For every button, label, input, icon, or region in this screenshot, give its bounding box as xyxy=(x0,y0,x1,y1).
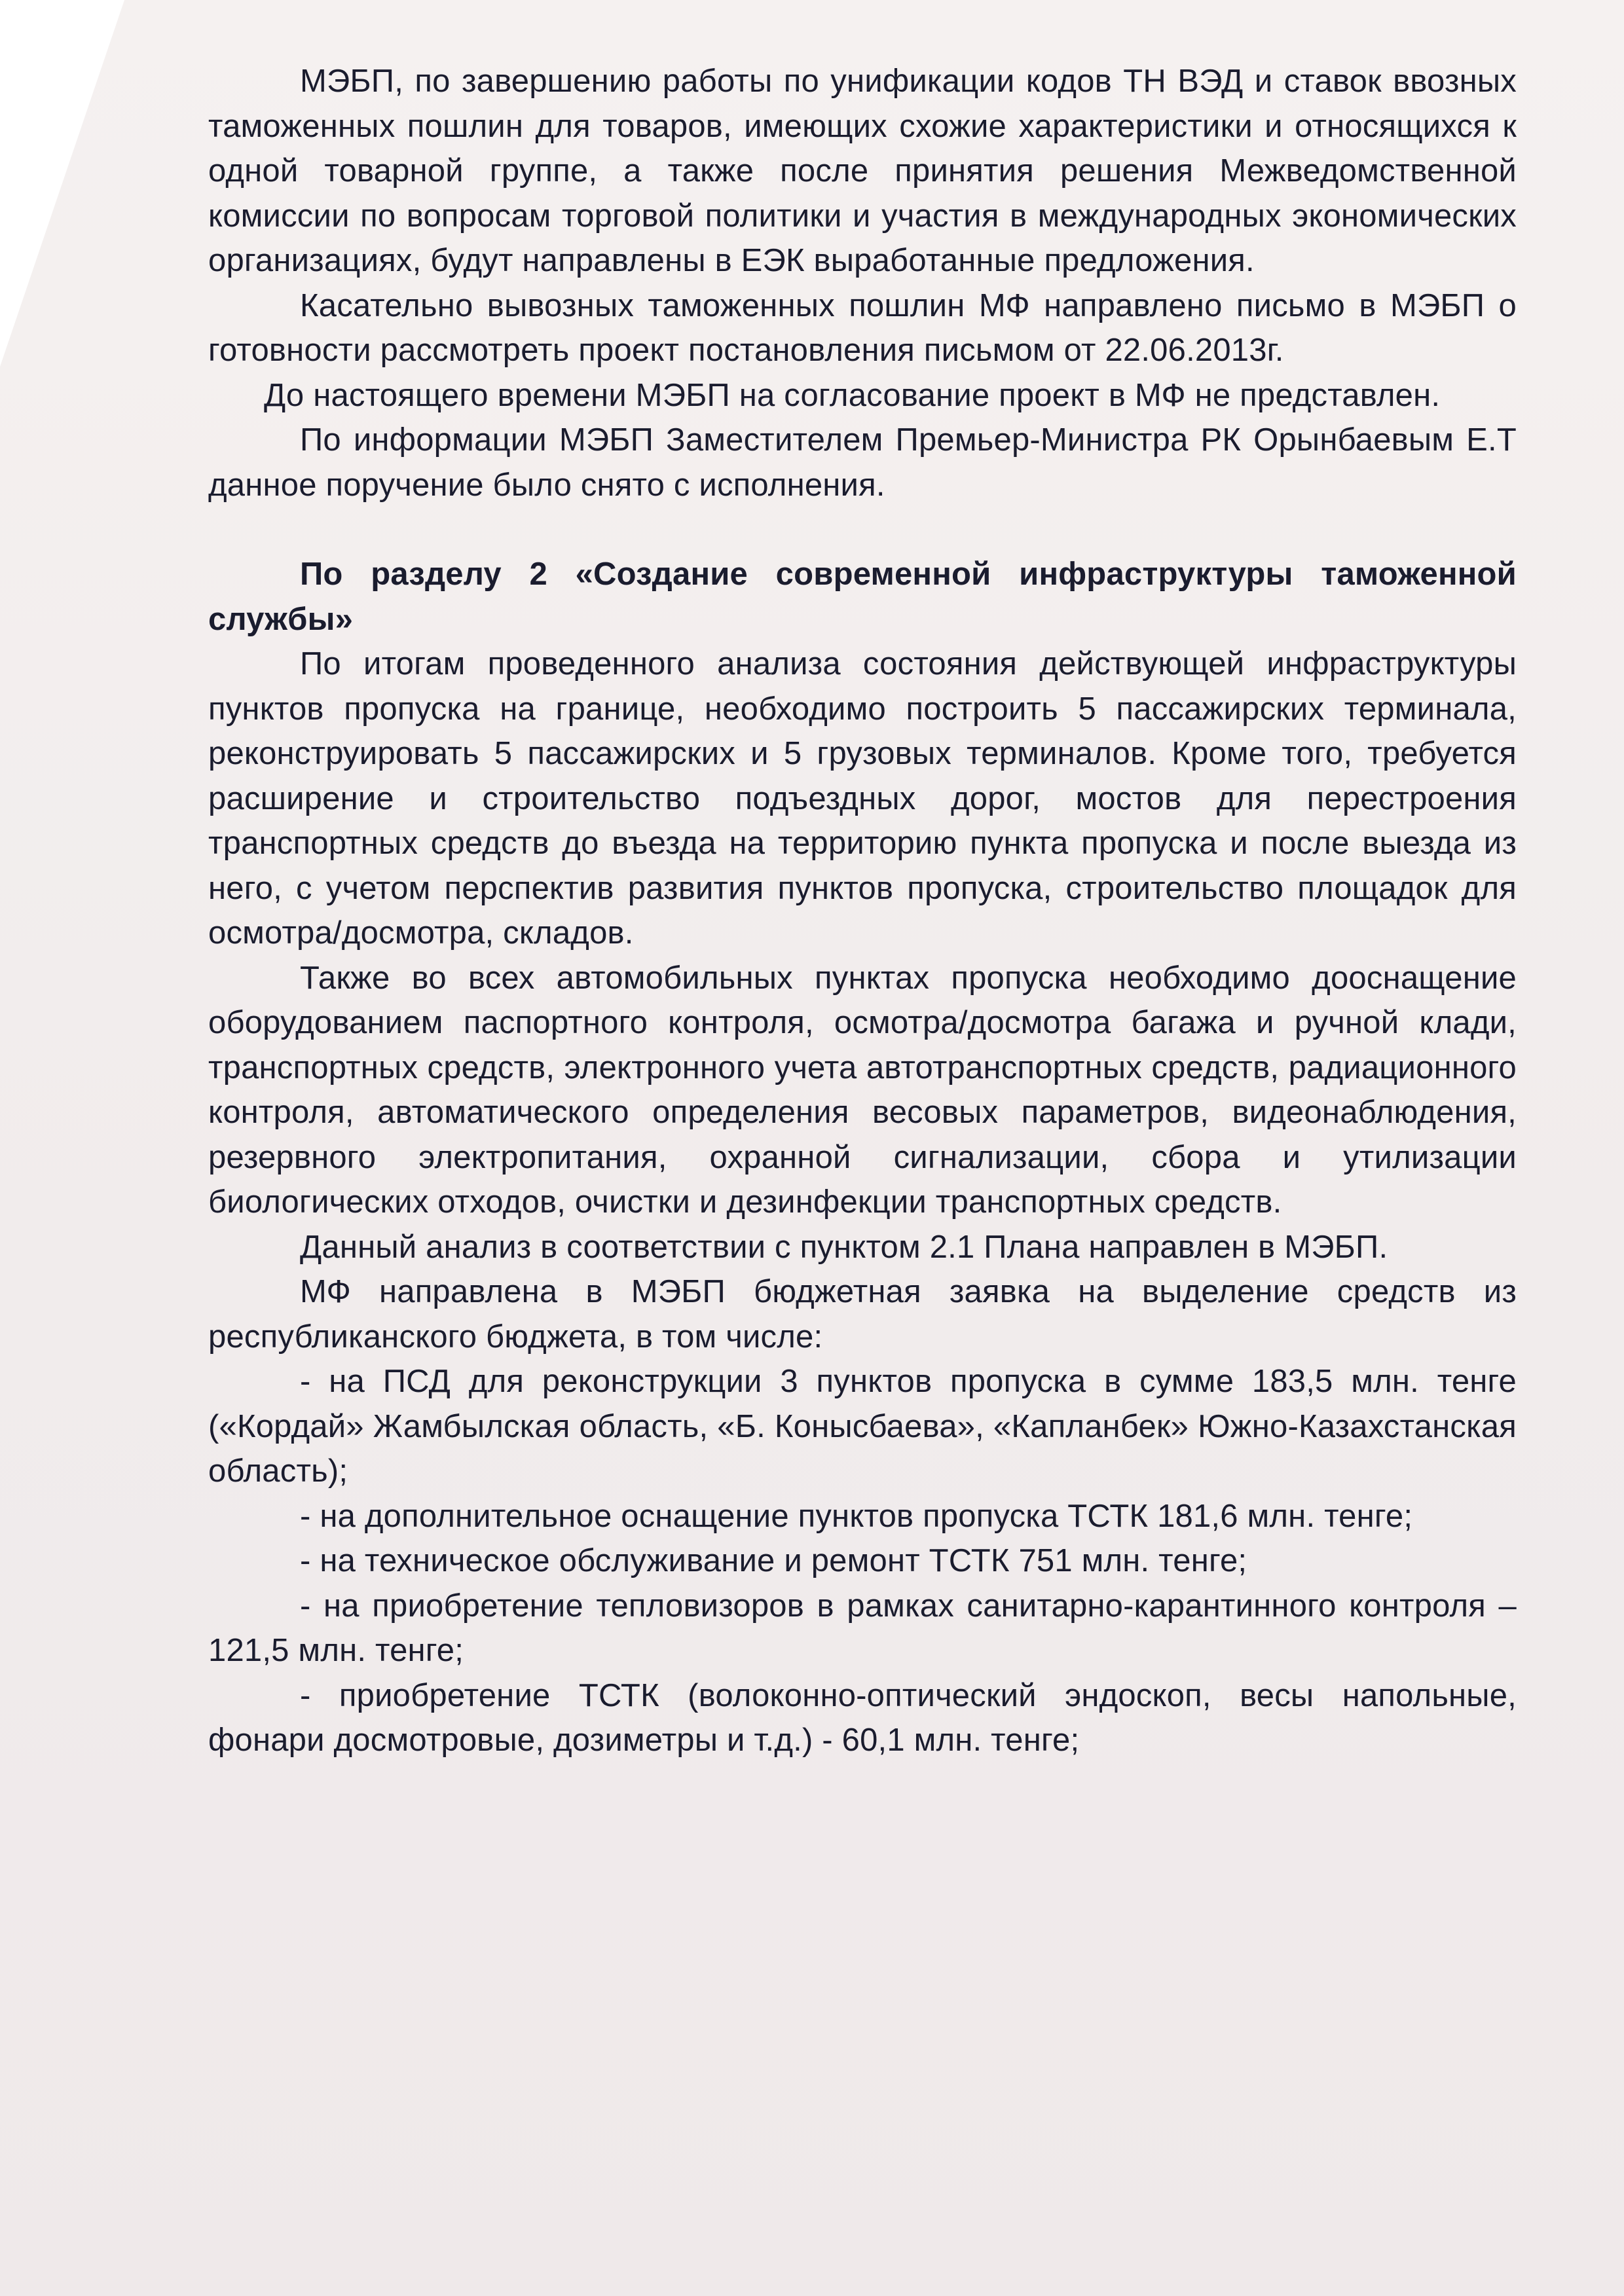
document-body xyxy=(208,59,1517,1763)
list-item: - на ПСД для реконструкции 3 пунктов пропуска в сумме 183,5 млн. тенге («Кордай» Жамбылская область, «Б. Конысбаева», «Капланбек» Южно-Казахстанская область); xyxy=(208,1364,1517,1489)
paragraph-infrastructure-analysis: По итогам проведенного анализа состояния действующей инфраструктуры пунктов пропуска на границе, необходимо построить 5 пассажирских терминала, реконструировать 5 пассажирских и 5 грузовых терминалов. Кроме того, требуется расширение и строительство подъездных дорог, мостов для перестроения транспортных средств до въезда на территорию пункта пропуска и после выезда из него, с учетом перспектив развития пунктов пропуска, строительство площадок для осмотра/досмотра, складов. xyxy=(208,646,1517,951)
paragraph-instruction-removed: По информации МЭБП Заместителем Премьер-Министра РК Орынбаевым Е.Т данное поручение было снято с исполнения. xyxy=(208,422,1517,503)
page-corner-fold xyxy=(0,0,124,367)
paragraph-budget-request: МФ направлена в МЭБП бюджетная заявка на выделение средств из республиканского бюджета, в том числе: xyxy=(208,1274,1517,1355)
paragraph-equipment: Также во всех автомобильных пунктах пропуска необходимо дооснащение оборудованием паспортного контроля, осмотра/досмотра багажа и ручной клади, транспортных средств, электронного учета автотранспортных средств, радиационного контроля, автоматического определения весовых параметров, видеонаблюдения, резервного электропитания, охранной сигнализации, сбора и утилизации биологических отходов, очистки и дезинфекции транспортных средств. xyxy=(208,960,1517,1220)
list-item: - приобретение ТСТК (волоконно-оптический эндоскоп, весы напольные, фонари досмотровые, дозиметры и т.д.) - 60,1 млн. тенге; xyxy=(208,1677,1517,1758)
list-item: - на техническое обслуживание и ремонт ТСТК 751 млн. тенге; xyxy=(300,1543,1247,1578)
list-item: - на приобретение тепловизоров в рамках санитарно-карантинного контроля – 121,5 млн. тенге; xyxy=(208,1588,1517,1668)
paragraph-export-duties: Касательно вывозных таможенных пошлин МФ направлено письмо в МЭБП о готовности рассмотреть проект постановления письмом от 22.06.2013г. xyxy=(208,287,1517,368)
list-item: - на дополнительное оснащение пунктов пропуска ТСТК 181,6 млн. тенге; xyxy=(300,1498,1413,1534)
section-heading: По разделу 2 «Создание современной инфраструктуры таможенной службы» xyxy=(208,556,1517,637)
spacer xyxy=(208,507,1517,552)
paragraph-mebp-unification: МЭБП, по завершению работы по унификации кодов ТН ВЭД и ставок ввозных таможенных пошлин для товаров, имеющих схожие характеристики и относящихся к одной товарной группе, а также после принятия решения Межведомственной комиссии по вопросам торговой политики и участия в международных экономических организациях, будут направлены в ЕЭК выработанные предложения. xyxy=(208,64,1517,278)
paragraph-analysis-sent: Данный анализ в соответствии с пунктом 2.1 Плана направлен в МЭБП. xyxy=(300,1229,1388,1265)
paragraph-not-submitted: До настоящего времени МЭБП на согласование проект в МФ не представлен. xyxy=(264,377,1441,413)
